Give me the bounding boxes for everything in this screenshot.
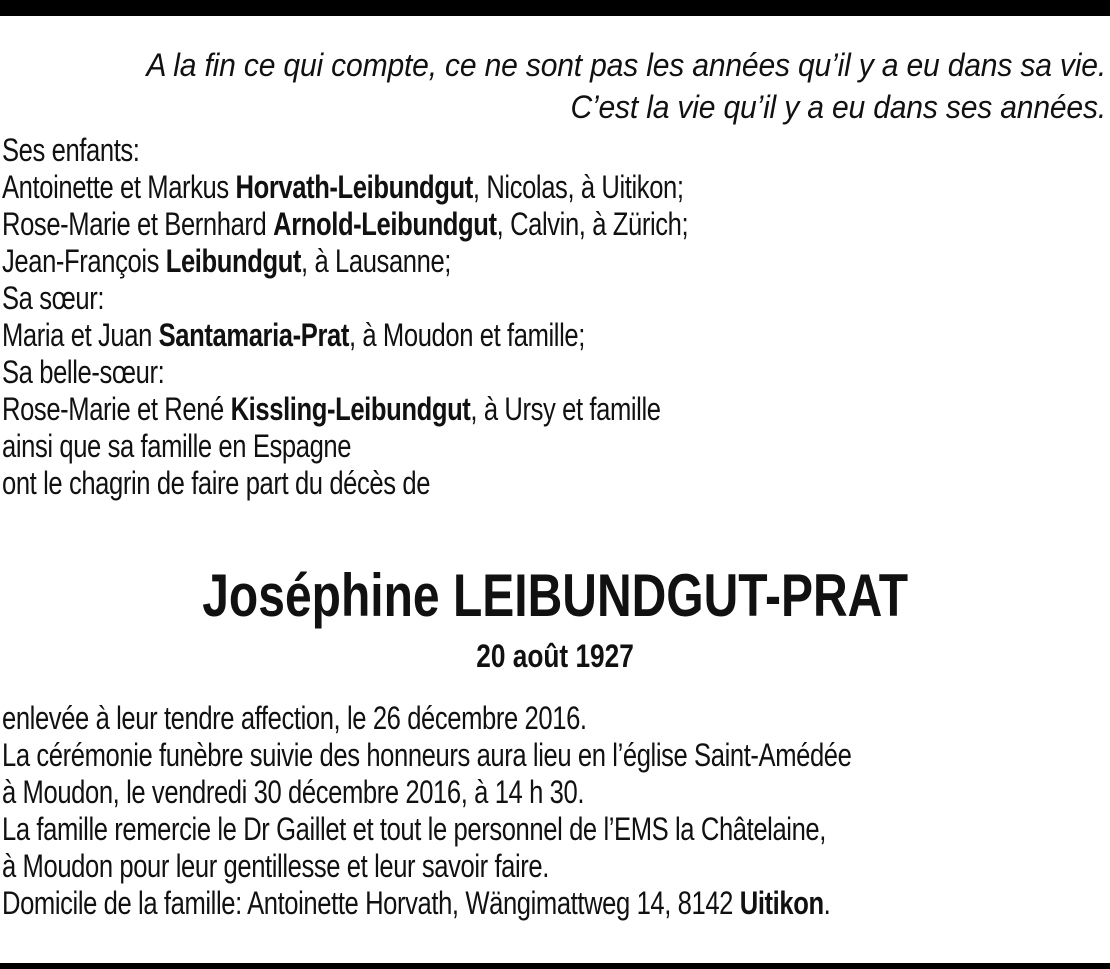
sister-in-law-suffix: , à Ursy et famille bbox=[470, 391, 661, 427]
child-1-surname: Horvath-Leibundgut bbox=[235, 169, 473, 205]
child-3-suffix: , à Lausanne; bbox=[301, 243, 451, 279]
family-line-sister bbox=[2, 317, 688, 354]
sister-in-law-prefix: Rose-Marie et René bbox=[2, 391, 231, 427]
sister-in-law-heading: Sa belle-sœur: bbox=[2, 354, 165, 390]
child-3-prefix: Jean-François bbox=[2, 243, 166, 279]
family-line-child-2 bbox=[2, 206, 688, 243]
child-2-suffix: , Calvin, à Zürich; bbox=[496, 206, 689, 242]
birth-date: 20 août 1927 bbox=[476, 638, 634, 674]
family-list bbox=[2, 132, 688, 502]
birth-date-block bbox=[0, 636, 1110, 676]
details-line-1: enlevée à leur tendre affection, le 26 décembre 2016. bbox=[2, 700, 587, 736]
details-line-3: à Moudon, le vendredi 30 décembre 2016, à 14 h 30. bbox=[2, 774, 585, 810]
sister-in-law-surname: Kissling-Leibundgut bbox=[230, 391, 471, 427]
family-spain-line: ainsi que sa famille en Espagne bbox=[2, 428, 352, 464]
child-1-prefix: Antoinette et Markus bbox=[2, 169, 236, 205]
child-2-surname: Arnold-Leibundgut bbox=[273, 206, 497, 242]
top-border-rule bbox=[0, 0, 1110, 16]
details-line-5: à Moudon pour leur gentillesse et leur savoir faire. bbox=[2, 848, 549, 884]
family-line-sister-in-law bbox=[2, 391, 688, 428]
sister-surname: Santamaria-Prat bbox=[158, 317, 349, 353]
deceased-name-block bbox=[0, 560, 1110, 632]
sister-suffix: , à Moudon et famille; bbox=[348, 317, 585, 353]
children-heading: Ses enfants: bbox=[2, 132, 140, 168]
quote-line-2: C’est la vie qu’il y a eu dans ses années. bbox=[570, 89, 1106, 125]
ceremony-details bbox=[2, 700, 851, 922]
details-line-2: La cérémonie funèbre suivie des honneurs aura lieu en l’église Saint-Amédée bbox=[2, 737, 852, 773]
address-city: Uitikon bbox=[739, 885, 824, 921]
family-address-line bbox=[2, 885, 851, 922]
sister-prefix: Maria et Juan bbox=[2, 317, 159, 353]
deceased-name: Joséphine LEIBUNDGUT-PRAT bbox=[202, 562, 908, 629]
child-2-prefix: Rose-Marie et Bernhard bbox=[2, 206, 274, 242]
details-line-4: La famille remercie le Dr Gaillet et tout le personnel de l’EMS la Châtelaine, bbox=[2, 811, 826, 847]
child-3-surname: Leibundgut bbox=[165, 243, 302, 279]
address-suffix: . bbox=[823, 885, 831, 921]
address-prefix: Domicile de la famille: Antoinette Horvath, Wängimattweg 14, 8142 bbox=[2, 885, 740, 921]
child-1-suffix: , Nicolas, à Uitikon; bbox=[472, 169, 684, 205]
sister-heading: Sa sœur: bbox=[2, 280, 105, 316]
bottom-border-rule bbox=[0, 963, 1110, 969]
quote-line-1: A la fin ce qui compte, ce ne sont pas les années qu’il y a eu dans sa vie. bbox=[146, 47, 1106, 83]
family-line-child-1 bbox=[2, 169, 688, 206]
epigraph-quote bbox=[68, 44, 1106, 128]
notice-intro-line: ont le chagrin de faire part du décès de bbox=[2, 465, 431, 501]
family-line-child-3 bbox=[2, 243, 688, 280]
